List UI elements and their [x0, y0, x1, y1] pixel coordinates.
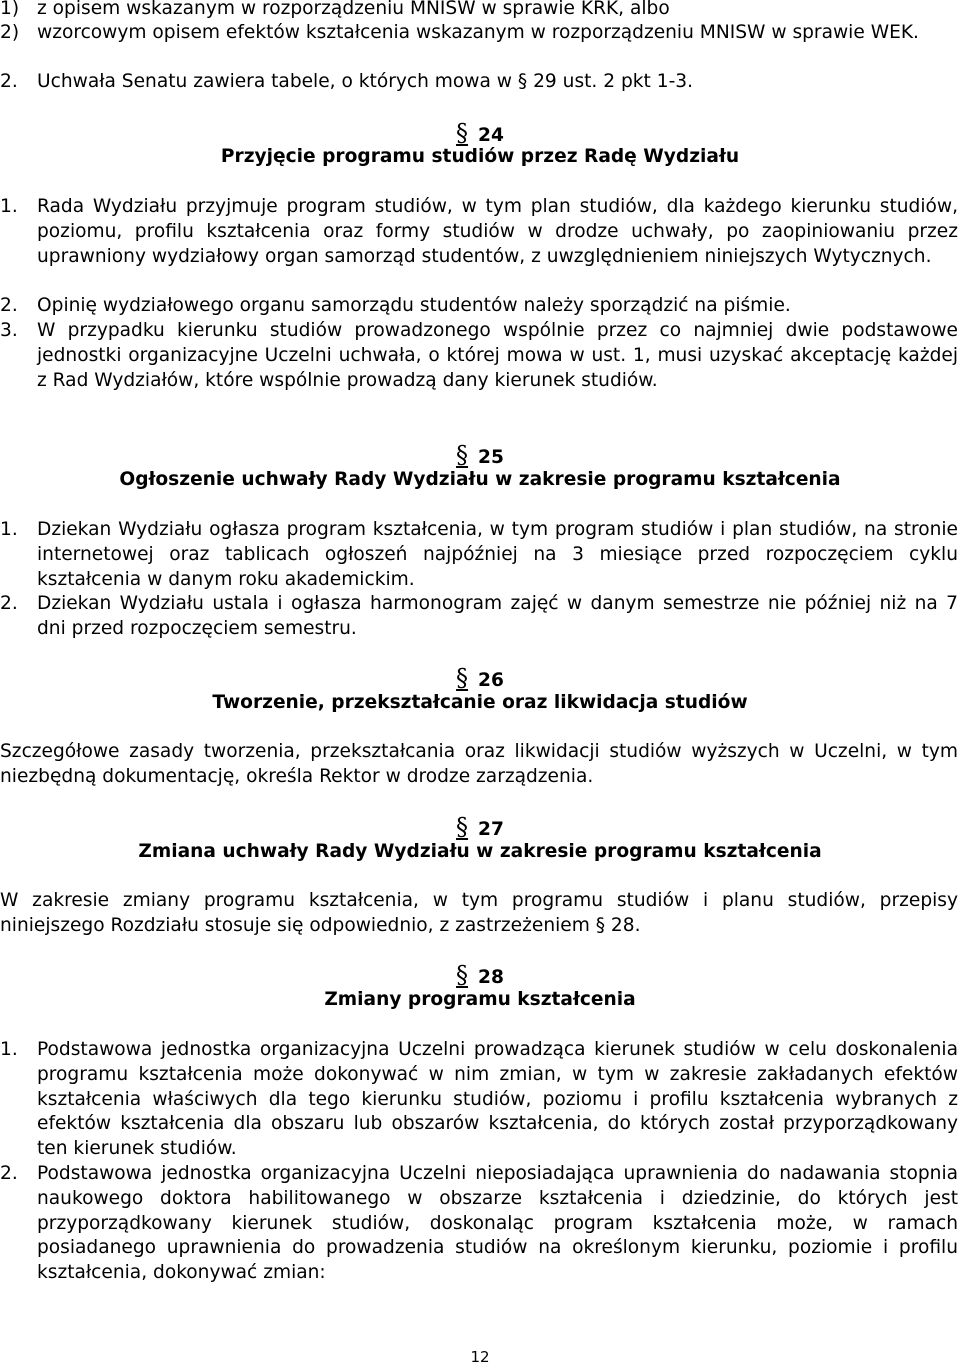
section-heading — [0, 666, 960, 694]
list-item-number: 2. — [0, 593, 18, 614]
list-item — [0, 319, 958, 393]
section-paragraph: Szczegółowe zasady tworzenia, przekształcania oraz likwidacji studiów wyższych w Uczelni, w tym niezbędną dokumentację, określa Rektor w drodze zarządzenia. — [0, 741, 958, 787]
list-item — [0, 0, 958, 22]
list-item — [0, 70, 958, 95]
list-item-text: z opisem wskazanym w rozporządzeniu MNISW w sprawie KRK, albo — [37, 0, 670, 19]
list-item — [0, 195, 958, 269]
section-number: 28 — [478, 967, 504, 988]
list-item-text: Opinię wydziałowego organu samorządu studentów należy sporządzić na piśmie. — [37, 295, 791, 316]
list-item-text: Podstawowa jednostka organizacyjna Uczelni nieposiadająca uprawnienia do nadawania stopnia naukowego doktora habilitowanego w obszarze kształcenia i dziedzinie, do których jest przyporządkowany kierunek studiów, doskonaląc program kształcenia może, w ramach posiadanego uprawnienia do prowadzenia studiów na określonym kierunku, poziomie i profilu kształcenia, dokonywać zmian: — [37, 1163, 958, 1284]
section-number: 25 — [478, 447, 504, 468]
list-item-number: 1) — [0, 0, 20, 19]
list-item-number: 2) — [0, 22, 20, 43]
list-item — [0, 21, 958, 46]
list-item — [0, 1162, 958, 1286]
page-number: 12 — [470, 1348, 490, 1366]
section-number: 27 — [478, 819, 504, 840]
section-paragraph: W zakresie zmiany programu kształcenia, w tym programu studiów i planu studiów, przepisy niniejszego Rozdziału stosuje się odpowiednio, z zastrzeżeniem § 28. — [0, 890, 958, 936]
list-item-number: 2. — [0, 295, 18, 316]
list-item-text: Podstawowa jednostka organizacyjna Uczelni prowadząca kierunek studiów w celu doskonalenia programu kształcenia może dokonywać w nim zmian, w tym w zakresie zakładanych efektów kształcenia właściwych dla tego kierunku studiów, poziomu i profilu kształcenia wybranych z efektów kształcenia dla obszaru lub obszarów kształcenia, do których został przyporządkowany ten kierunek studiów. — [37, 1039, 958, 1160]
section-heading — [0, 963, 960, 991]
list-item-text: Rada Wydziału przyjmuje program studiów, w tym plan studiów, dla każdego kierunku studiów, poziomu, profilu kształcenia oraz formy studiów w drodze uchwały, po zaopiniowaniu przez uprawniony wydziałowy organ samorząd studentów, z uwzględnieniem niniejszych Wytycznych. — [37, 196, 958, 267]
list-item — [0, 518, 958, 592]
list-item — [0, 294, 958, 319]
list-item-number: 2. — [0, 1163, 18, 1184]
section-heading — [0, 443, 960, 471]
list-item-text: W przypadku kierunku studiów prowadzonego wspólnie przez co najmniej dwie podstawowe jednostki organizacyjne Uczelni uchwała, o której mowa w ust. 1, musi uzyskać akceptację każdej z Rad Wydziałów, które wspólnie prowadzą dany kierunek studiów. — [37, 320, 958, 391]
section-sign: § — [456, 664, 469, 692]
section-number: 24 — [478, 125, 504, 146]
list-item-text: Dziekan Wydziału ogłasza program kształcenia, w tym program studiów i plan studiów, na stronie internetowej oraz tablicach ogłoszeń najpóźniej na 3 miesiące przed rozpoczęciem cyklu kształcenia w danym roku akademickim. — [37, 519, 958, 590]
list-item-number: 1. — [0, 1039, 18, 1060]
section-title: Przyjęcie programu studiów przez Radę Wydziału — [220, 146, 740, 167]
list-item — [0, 592, 958, 642]
list-item — [0, 1038, 958, 1162]
section-sign: § — [456, 119, 469, 147]
list-item-text: wzorcowym opisem efektów kształcenia wskazanym w rozporządzeniu MNISW w sprawie WEK. — [37, 22, 919, 43]
section-number: 26 — [478, 670, 504, 691]
section-title: Tworzenie, przekształcanie oraz likwidacja studiów — [212, 692, 748, 713]
section-sign: § — [456, 813, 469, 841]
section-sign: § — [456, 961, 469, 989]
list-item-number: 1. — [0, 519, 18, 540]
section-title: Zmiana uchwały Rady Wydziału w zakresie programu kształcenia — [138, 841, 822, 862]
list-item-number: 3. — [0, 320, 18, 341]
list-item-text: Uchwała Senatu zawiera tabele, o których mowa w § 29 ust. 2 pkt 1-3. — [37, 71, 694, 92]
section-title: Zmiany programu kształcenia — [324, 989, 636, 1010]
list-item-number: 2. — [0, 71, 18, 92]
list-item-text: Dziekan Wydziału ustala i ogłasza harmonogram zajęć w danym semestrze nie później niż na 7 dni przed rozpoczęciem semestru. — [37, 593, 958, 639]
section-title: Ogłoszenie uchwały Rady Wydziału w zakresie programu kształcenia — [119, 469, 841, 490]
section-sign: § — [456, 441, 469, 469]
section-heading — [0, 815, 960, 843]
list-item-number: 1. — [0, 196, 18, 217]
